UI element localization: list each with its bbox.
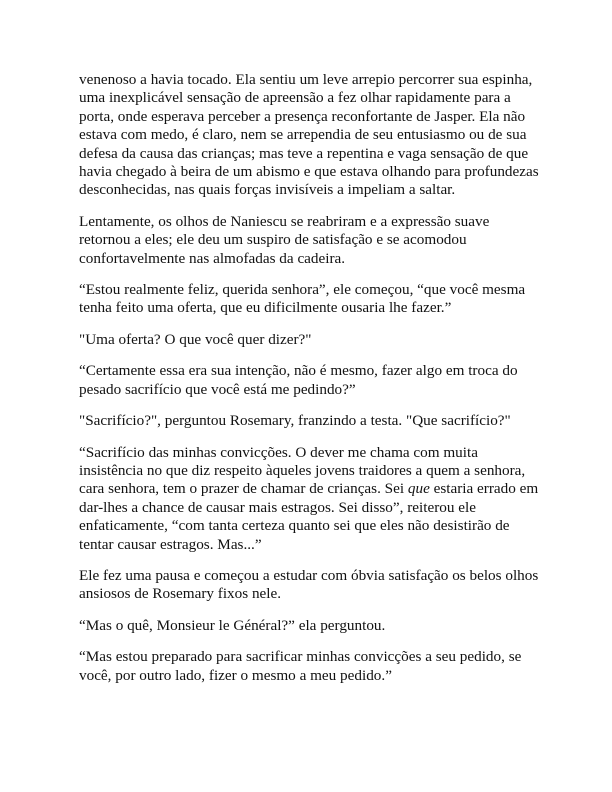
paragraph-7 (79, 444, 539, 554)
paragraph-7-after: estaria errado em dar-lhes a chance de causar mais estragos. Sei disso”, reiterou ele enfaticamente, “com tanta certeza quanto sei que eles não desistirão de tentar causar estragos. Mas...” (79, 480, 539, 553)
paragraph-7-emphasis: que (407, 480, 430, 498)
paragraph-3: “Estou realmente feliz, querida senhora”, ele começou, “que você mesma tenha feito uma oferta, que eu dificilmente ousaria lhe fazer.” (79, 281, 526, 317)
paragraph-10: “Mas estou preparado para sacrificar minhas convicções a seu pedido, se você, por outro lado, fizer o mesmo a meu pedido.” (79, 648, 522, 684)
paragraph-8: Ele fez uma pausa e começou a estudar com óbvia satisfação os belos olhos ansiosos de Rosemary fixos nele. (79, 566, 539, 603)
paragraph-1: venenoso a havia tocado. Ela sentiu um leve arrepio percorrer sua espinha, uma inexplicável sensação de apreensão a fez olhar rapidamente para a porta, onde esperava perceber a presença reconfortante de Jasper. Ela não estava com medo, é claro, nem se arrependia de seu entusiasmo ou de sua defesa da causa das crianças; mas teve a repentina e vaga sensação de que havia chegado à beira de um abismo e que estava olhando para profundezas desconhecidas, nas quais forças invisíveis a impeliam a saltar. (79, 71, 539, 199)
paragraph-2: Lentamente, os olhos de Naniescu se reabriram e a expressão suave retornou a eles; ele deu um suspiro de satisfação e se acomodou confortavelmente nas almofadas da cadeira. (79, 212, 490, 267)
paragraph-9: “Mas o quê, Monsieur le Général?” ela perguntou. (79, 616, 386, 634)
document-page (79, 71, 539, 685)
paragraph-5: “Certamente essa era sua intenção, não é mesmo, fazer algo em troca do pesado sacrifício que você está me pedindo?” (79, 362, 518, 398)
paragraph-6: "Sacrifício?", perguntou Rosemary, franzindo a testa. "Que sacrifício?" (79, 412, 511, 430)
paragraph-7-before: “Sacrifício das minhas convicções. O dever me chama com muita insistência no que diz respeito àqueles jovens traidores a quem a senhora, cara senhora, tem o prazer de chamar de crianças. Sei (79, 443, 526, 498)
paragraph-4: "Uma oferta? O que você quer dizer?" (79, 330, 312, 348)
